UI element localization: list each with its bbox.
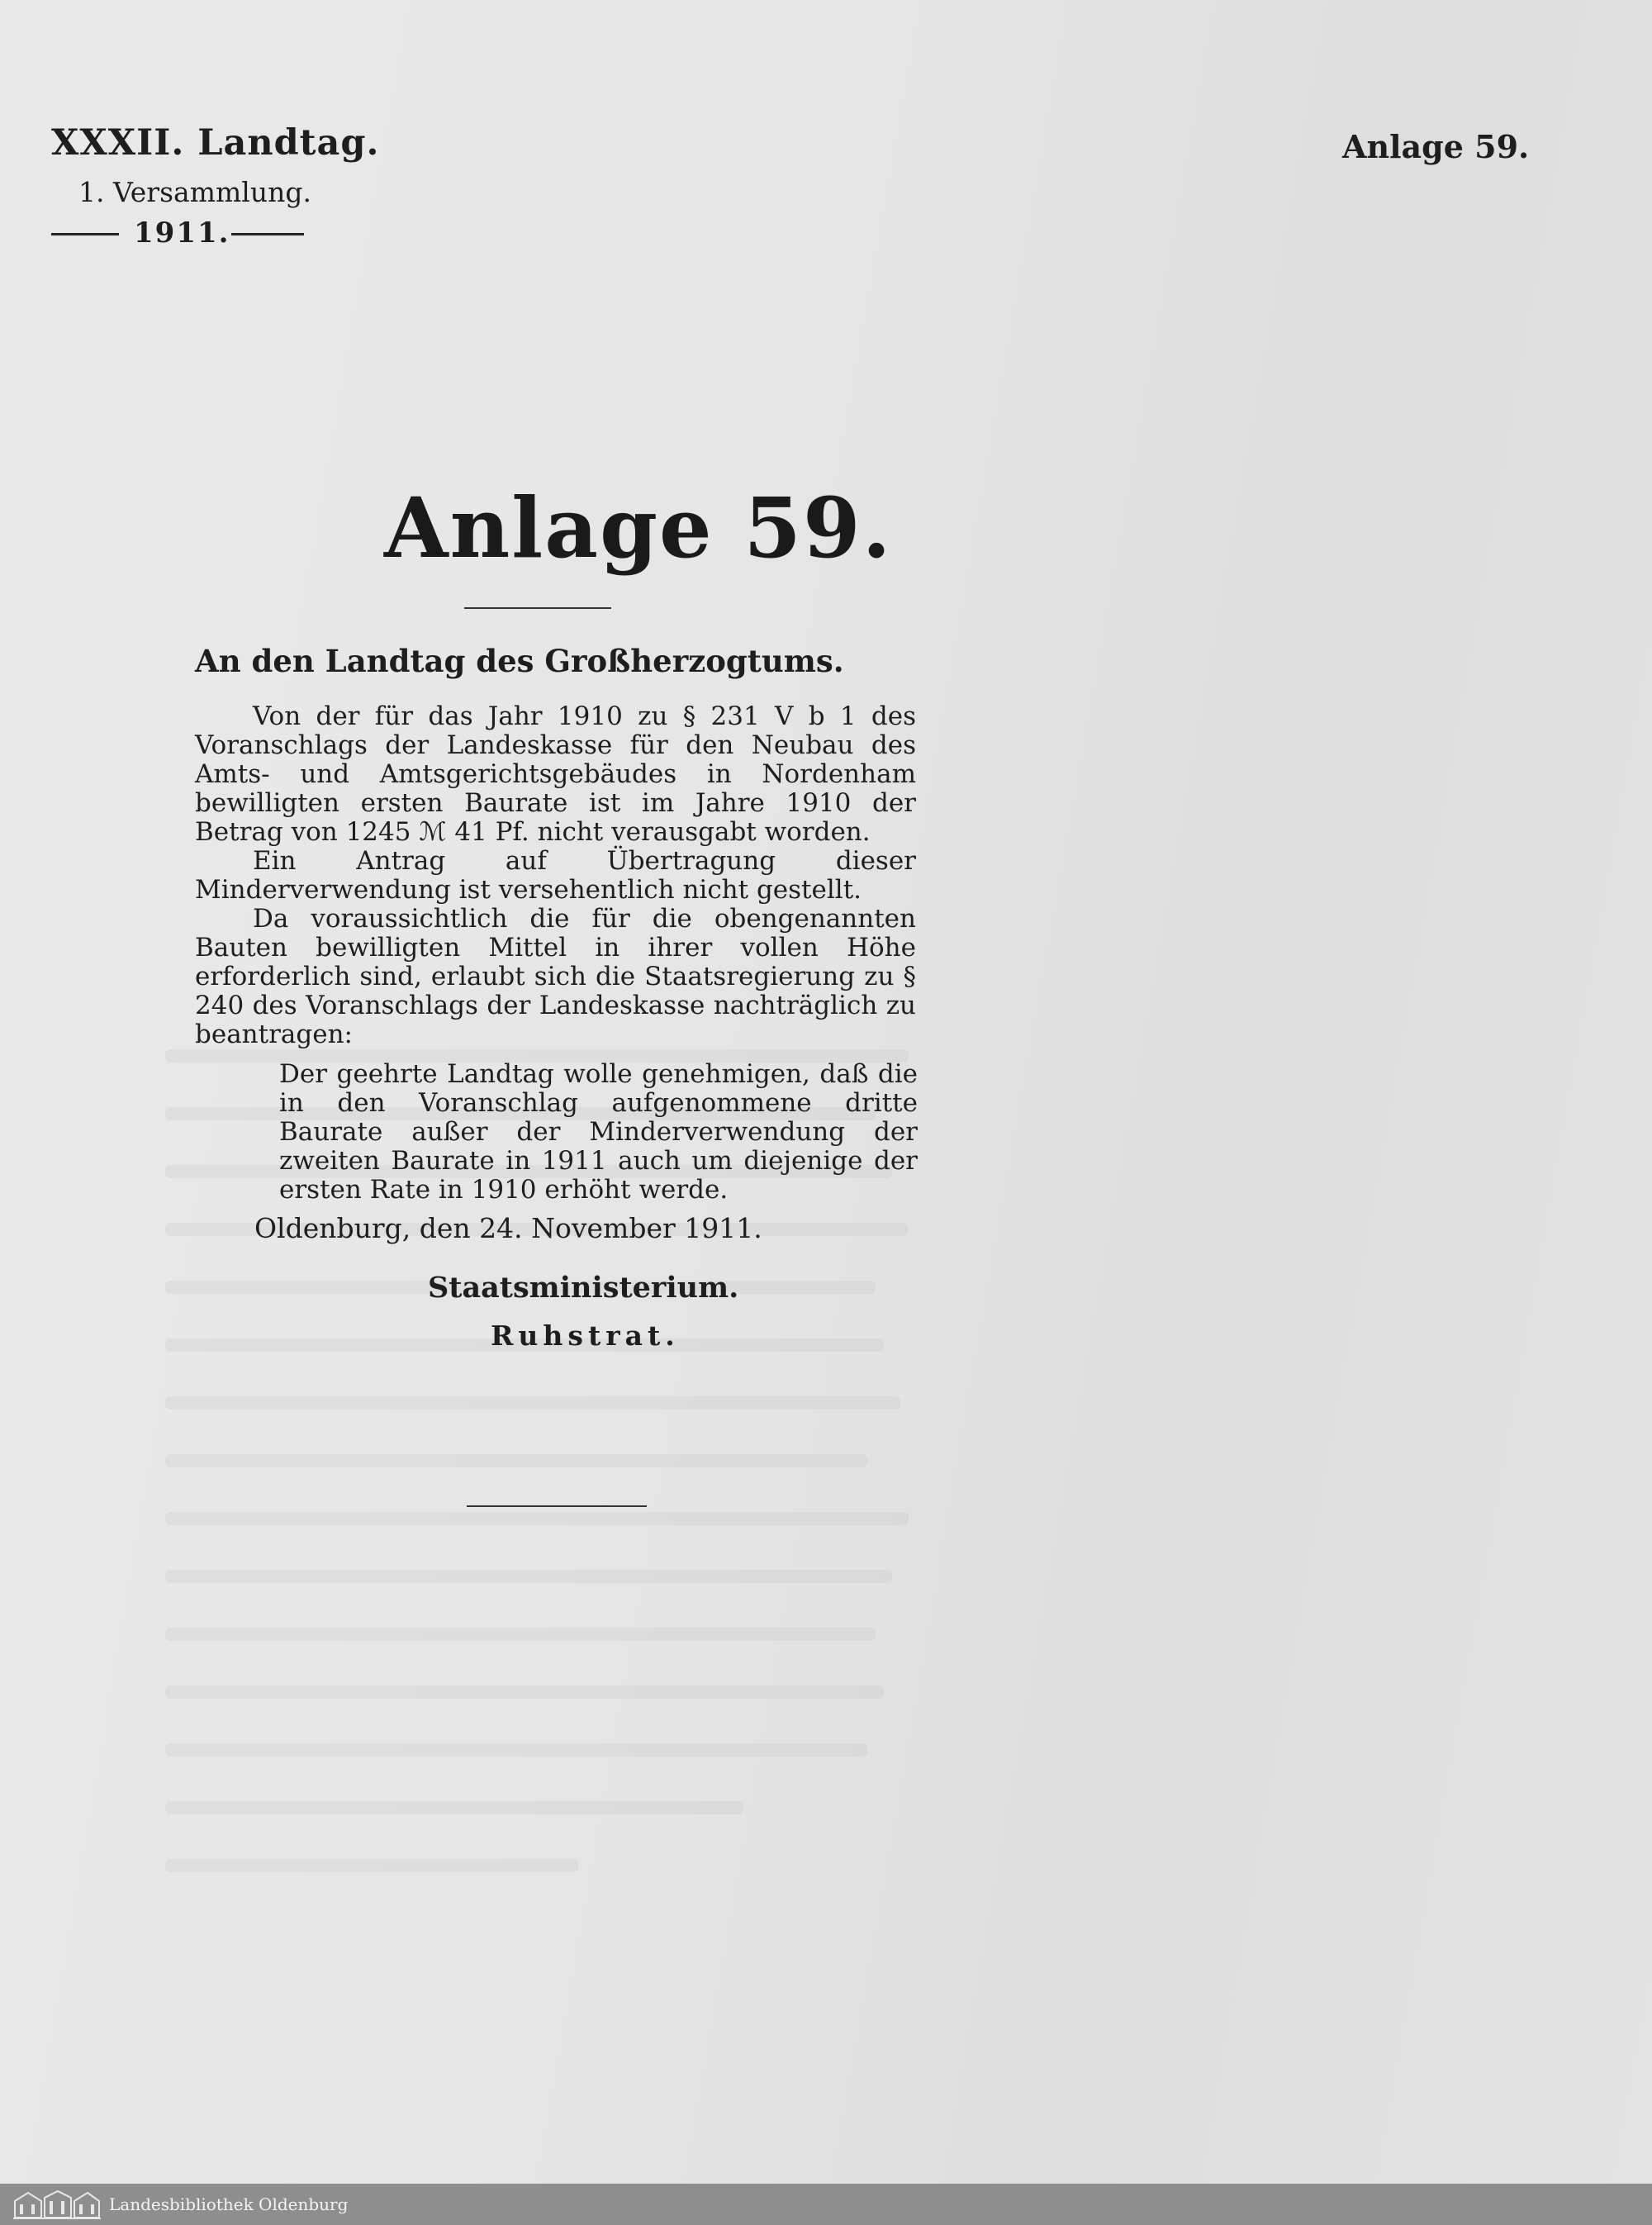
year-rule-right	[231, 233, 304, 235]
title-divider	[464, 607, 611, 609]
paragraph: Ein Antrag auf Übertragung dieser Minderverwendung ist versehentlich nicht gestellt.	[195, 846, 916, 905]
addressee-line: An den Landtag des Großherzogtums.	[195, 643, 844, 679]
year-rule-left	[51, 233, 119, 235]
year-label: 1911.	[134, 216, 230, 250]
session-heading: XXXII. Landtag.	[51, 122, 380, 164]
document-title: Anlage 59.	[384, 479, 893, 577]
paragraph: Da voraussichtlich die für die obengenannten Bauten bewilligten Mittel in ihrer vollen Höhe erforderlich sind, erlaubt sich die Staatsregierung zu § 240 des Voranschlags der Landeskasse nachträglich zu beantragen:	[195, 904, 916, 1049]
place-date: Oldenburg, den 24. November 1911.	[254, 1212, 762, 1244]
paragraph: Von der für das Jahr 1910 zu § 231 V b 1 des Voranschlags der Landeskasse für den Neubau des Amts- und Amtsgerichtsgebäudes in Nordenham bewilligten ersten Baurate ist im Jahre 1910 der Betrag von 1245 ℳ 41 Pf. nicht verausgabt worden.	[195, 701, 916, 847]
assembly-label: 1. Versammlung.	[78, 176, 311, 208]
request-text: Der geehrte Landtag wolle genehmigen, daß die in den Voranschlag aufgenommene dritte Baurate außer der Minderverwendung der zweiten Baurate in 1911 auch um diejenige der ersten Rate in 1910 erhöht werde.	[279, 1059, 918, 1205]
signatory-name: Ruhstrat.	[491, 1319, 680, 1352]
year-line	[51, 216, 307, 250]
library-building-icon	[12, 2188, 102, 2221]
ministry-signature: Staatsministerium.	[428, 1271, 739, 1305]
end-divider	[467, 1505, 647, 1507]
library-name: Landesbibliothek Oldenburg	[109, 2194, 349, 2214]
footer-bar	[0, 2184, 1652, 2225]
body-text	[195, 702, 916, 1049]
annex-header-label: Anlage 59.	[1342, 128, 1530, 165]
